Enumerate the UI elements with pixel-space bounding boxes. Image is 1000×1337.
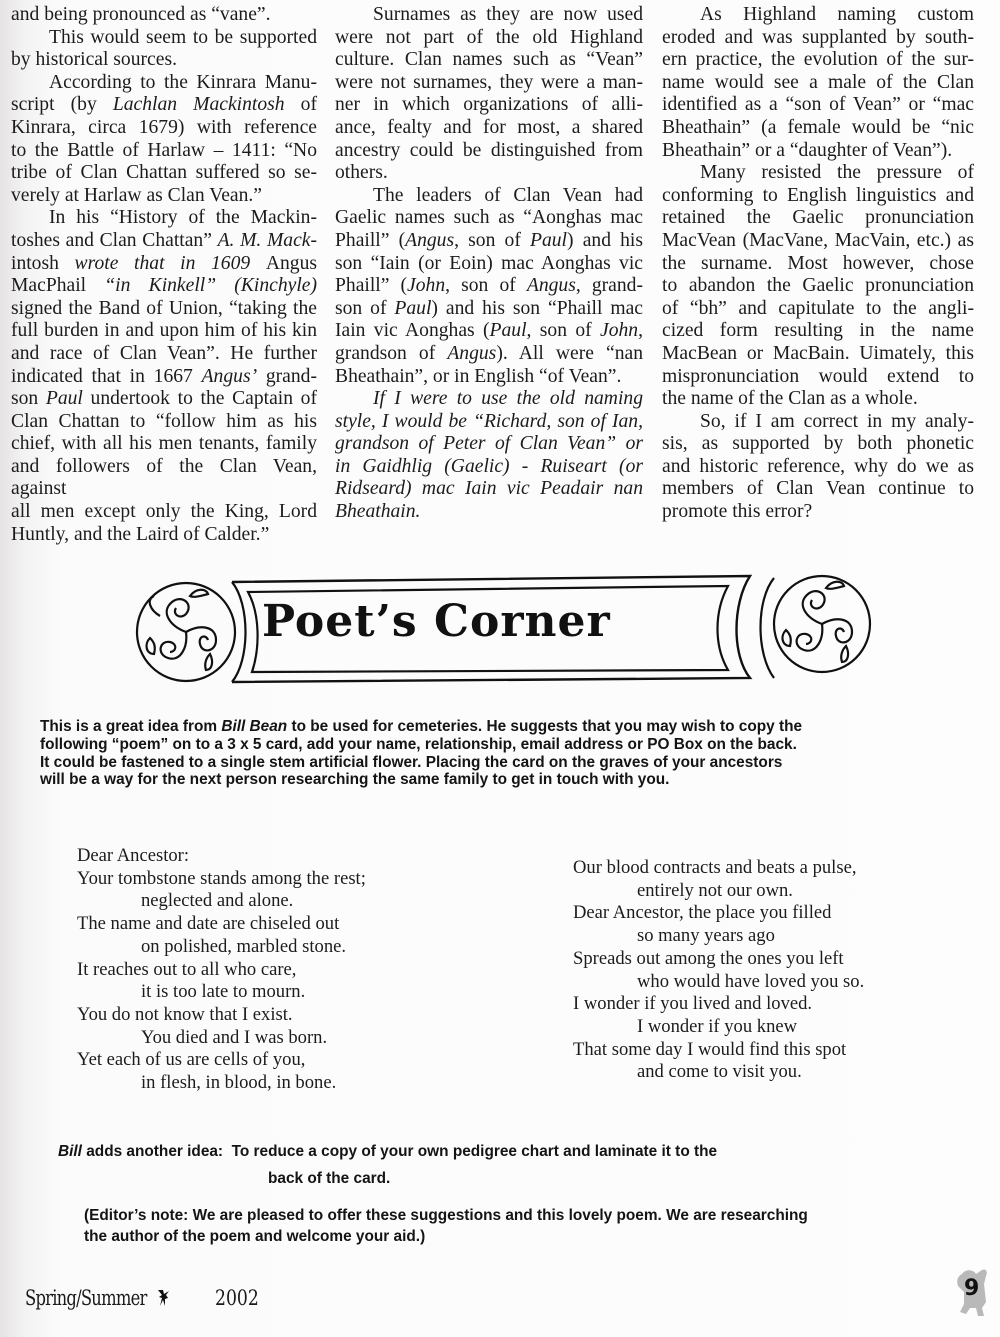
text-line: This would seem to be supported (49, 26, 317, 48)
text-line: signed the Band of Union, “taking the (11, 297, 317, 319)
poem-column-right (573, 857, 864, 1084)
editor-note-line-1: (Editor’s note: We are pleased to offer these suggestions and this lovely poem. We are researching (84, 1207, 808, 1224)
editor-note-line-2: the author of the poem and welcome your aid.) (84, 1228, 426, 1245)
text-line: So, if I am correct in my analy- (700, 410, 974, 432)
article-paragraph (11, 4, 317, 27)
text-line: were not surnames, they were a man- (335, 71, 643, 93)
poem-line: entirely not our own. (637, 879, 793, 901)
poem-line: Your tombstone stands among the rest; (77, 867, 366, 889)
article-paragraph (11, 72, 317, 208)
intro-line: following “poem” on to a 3 x 5 card, add your name, relationship, email address or PO Box on the back. (40, 735, 797, 753)
text-line: Ridseard) mac Iain vic Peadair nan (335, 478, 643, 500)
text-line: chief, with all his men tenants, family (11, 433, 317, 455)
issue-year: 2002 (215, 1286, 259, 1310)
celtic-triskele-icon (761, 576, 871, 678)
poem-line: That some day I would find this spot (573, 1038, 847, 1060)
text-line: Bheathain” (a female would be “nic (662, 116, 974, 138)
article-column-2 (335, 4, 643, 524)
text-line: in Gaidhlig (Gaelic) - Ruiseart (or (335, 455, 643, 477)
poem-line: Dear Ancestor, the place you filled (573, 902, 832, 924)
text-line: The leaders of Clan Vean had (373, 184, 643, 206)
text-line: conforming to English linguistics and (662, 184, 974, 206)
text-line: and being pronounced as “vane”. (11, 4, 271, 25)
text-line: Bheathain”, or in English “of Vean”. (335, 365, 622, 387)
text-line: Clan Chattan to “follow him as his (11, 410, 317, 432)
article-paragraph (335, 4, 643, 185)
issue-season: Spring/Summer (25, 1286, 147, 1310)
text-line: and race of Clan Vean”. He further (11, 342, 317, 364)
text-line: toshes and Clan Chattan” A. M. Mack- (11, 229, 318, 251)
bill-note (58, 1141, 717, 1163)
article-paragraph (662, 162, 974, 411)
text-line: by historical sources. (11, 49, 177, 71)
text-line: to abandon the Gaelic pronunciation (662, 275, 974, 297)
text-line: and followers of the Clan Vean, against (11, 455, 317, 500)
text-line: the surname. Most however, chose (662, 252, 974, 274)
text-line: intosh wrote that in 1609 Angus (11, 252, 317, 274)
thistle-figure-icon (155, 1288, 171, 1308)
page-number: 9 (964, 1276, 980, 1301)
text-line: ance, fealty and for most, a shared (335, 116, 643, 138)
text-line: Many resisted the pressure of (700, 162, 974, 184)
text-line: ner in which organizations of alli- (335, 94, 643, 116)
text-line: Phaill” (Angus, son of Paul) and his (335, 229, 644, 251)
poem-line: in flesh, in blood, in bone. (141, 1072, 337, 1094)
poem-line: It reaches out to all who care, (77, 958, 297, 980)
poem-line: it is too late to mourn. (141, 981, 306, 1003)
text-line: son Paul undertook to the Captain of (11, 388, 317, 410)
poem-line: who would have loved you so. (637, 970, 865, 992)
text-line: full burden in and upon him of his kin (11, 320, 317, 342)
text-line: Surnames as they are now used (373, 4, 643, 25)
text-line: Gaelic names such as “Aonghas mac (335, 207, 643, 229)
intro-note (40, 718, 960, 789)
bill-label: adds another idea: (81, 1143, 232, 1160)
editor-note (84, 1205, 808, 1247)
banner-title: Poet’s Corner (262, 596, 611, 647)
page-number-badge (952, 1262, 994, 1322)
text-line: MacPhail “in Kinkell” (Kinchyle) (11, 275, 317, 297)
text-line: all men except only the King, Lord (11, 501, 317, 523)
page-footer (25, 1286, 268, 1310)
text-line: eroded and was supplanted by south- (662, 26, 974, 48)
poem-column-left (77, 845, 366, 1095)
text-line: of “bh” and capitulate to the angli- (662, 297, 974, 319)
text-line: promote this error? (662, 501, 813, 523)
text-line: mispronunciation would extend to (662, 365, 974, 387)
text-line: grandson of Angus). All were “nan (335, 342, 643, 364)
intro-line: will be a way for the next person researching the same family to get in touch with you. (40, 771, 670, 789)
text-line: verely at Harlaw as Clan Vean.” (11, 184, 262, 206)
text-line: son of Paul) and his son “Phaill mac (335, 297, 644, 319)
article-paragraph (11, 27, 317, 72)
article-column-1 (11, 4, 317, 546)
intro-line: This is a great idea from Bill Bean to be used for cemeteries. He suggests that you may wish to copy the (40, 718, 803, 735)
article-paragraph (335, 185, 643, 388)
text-line: Iain vic Aonghas (Paul, son of John, (335, 320, 644, 342)
article-paragraph (335, 388, 643, 524)
poem-line: You died and I was born. (141, 1026, 328, 1048)
poem-line: I wonder if you knew (637, 1015, 798, 1037)
poem-line: neglected and alone. (141, 890, 294, 912)
bill-text-line-2: back of the card. (268, 1170, 391, 1187)
bill-text-line-1: To reduce a copy of your own pedigree chart and laminate it to the (231, 1143, 718, 1160)
text-line: were not part of the old Highland (335, 26, 643, 48)
text-line: tribe of Clan Chattan suffered so se- (11, 162, 317, 184)
text-line: Bheathain” or a “daughter of Vean”). (662, 139, 953, 161)
poem-line: You do not know that I exist. (77, 1003, 293, 1025)
text-line: ancestry could be distinguished from (335, 139, 643, 161)
poem-line: and come to visit you. (637, 1061, 802, 1083)
article-column-3 (662, 4, 974, 524)
text-line: members of Clan Vean continue to (662, 478, 974, 500)
text-line: indicated that in 1667 Angus’ grand- (11, 365, 317, 387)
text-line: cized form resulting in the name (662, 320, 974, 342)
poem-line: Dear Ancestor: (77, 845, 190, 866)
text-line: sis, as supported by both phonetic (662, 433, 974, 455)
text-line: the name of the Clan as a whole. (662, 388, 918, 410)
text-line: ern practice, the evolution of the sur- (662, 49, 974, 71)
text-line: script (by Lachlan Mackintosh of (11, 94, 317, 116)
text-line: Phaill” (John, son of Angus, grand- (335, 275, 643, 297)
text-line: MacBean or MacBain. Uimately, this (662, 342, 974, 364)
poem-line: Yet each of us are cells of you, (77, 1049, 306, 1071)
text-line: In his “History of the Mackin- (49, 207, 317, 229)
text-line: Kinrara, circa 1679) with reference (11, 116, 317, 138)
poem-line: I wonder if you lived and loved. (573, 993, 813, 1015)
intro-line: It could be fastened to a single stem artificial flower. Placing the card on the graves of your ancestors (40, 753, 783, 771)
poem-line: so many years ago (637, 925, 775, 947)
celtic-triskele-icon (137, 582, 246, 682)
text-line: style, I would be “Richard, son of Ian, (335, 410, 643, 432)
text-line: As Highland naming custom (700, 4, 974, 25)
article-paragraph (11, 207, 317, 546)
article-paragraph (662, 411, 974, 524)
text-line: others. (335, 162, 388, 184)
text-line: identified as a “son of Vean” or “mac (662, 94, 974, 116)
text-line: Bheathain. (335, 501, 421, 523)
text-line: grandson of Peter of Clan Vean” or (335, 433, 643, 455)
poem-line: The name and date are chiseled out (77, 913, 340, 935)
text-line: If I were to use the old naming (373, 388, 643, 410)
poem-line: Our blood contracts and beats a pulse, (573, 857, 857, 878)
text-line: name would see a male of the Clan (662, 71, 974, 93)
poem-line: on polished, marbled stone. (141, 935, 347, 957)
text-line: According to the Kinrara Manu- (49, 71, 317, 93)
text-line: MacVean (MacVane, MacVain, etc.) as (662, 229, 974, 251)
text-line: son “Iain (or Eoin) mac Aonghas vic (335, 252, 643, 274)
article-paragraph (662, 4, 974, 162)
bill-name: Bill (58, 1143, 82, 1160)
text-line: to the Battle of Harlaw – 1411: “No (11, 139, 317, 161)
text-line: and historic reference, why do we as (662, 455, 974, 477)
text-line: retained the Gaelic pronunciation (662, 207, 974, 229)
poem-line: Spreads out among the ones you left (573, 947, 844, 969)
text-line: culture. Clan names such as “Vean” (335, 49, 643, 71)
text-line: Huntly, and the Laird of Calder.” (11, 523, 270, 545)
